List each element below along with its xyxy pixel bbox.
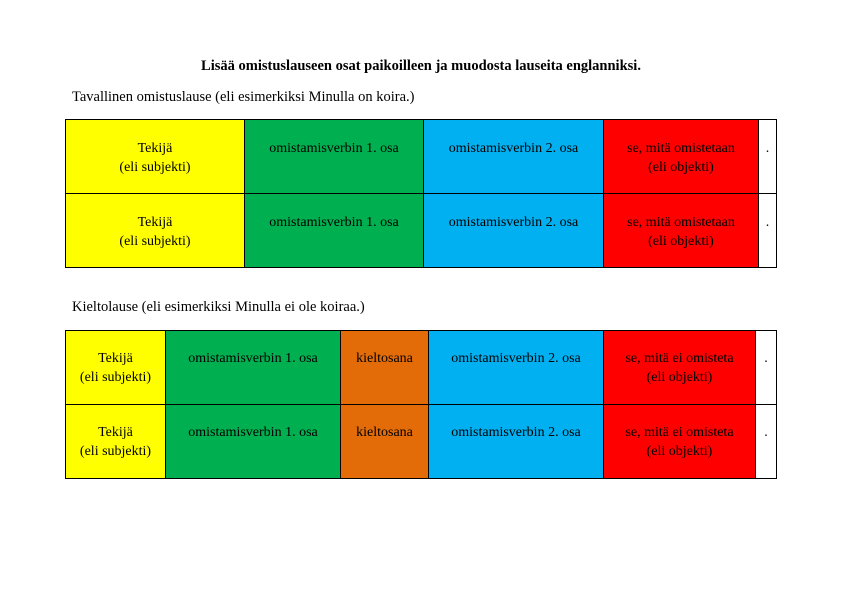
end-punctuation-cell[interactable] — [756, 331, 777, 405]
table-row — [66, 120, 777, 194]
table-row — [66, 194, 777, 268]
verb-part1-label: omistamisverbin 1. osa — [188, 425, 318, 440]
subject-cell[interactable] — [66, 194, 245, 268]
verb-part1-label: omistamisverbin 1. osa — [269, 141, 399, 156]
object-label: se, mitä ei omisteta (eli objekti) — [625, 425, 734, 459]
verb-part2-cell[interactable] — [429, 405, 604, 479]
subject-label: Tekijä (eli subjekti) — [119, 215, 191, 249]
page-title: Lisää omistuslauseen osat paikoilleen ja muodosta lauseita englanniksi. — [201, 58, 641, 74]
verb-part2-label: omistamisverbin 2. osa — [451, 425, 581, 440]
end-punctuation: . — [764, 425, 768, 440]
object-cell[interactable] — [604, 331, 756, 405]
verb-part1-cell[interactable] — [245, 120, 424, 194]
negation-label: kieltosana — [356, 425, 413, 440]
object-label: se, mitä omistetaan (eli objekti) — [627, 141, 735, 175]
subject-label: Tekijä (eli subjekti) — [79, 425, 152, 459]
section2-heading: Kieltolause (eli esimerkiksi Minulla ei ole koiraa.) — [72, 299, 365, 315]
verb-part2-label: omistamisverbin 2. osa — [448, 141, 579, 156]
affirmative-sentence-table — [65, 119, 777, 268]
table-row — [66, 331, 777, 405]
verb-part2-label: omistamisverbin 2. osa — [451, 351, 581, 366]
negation-cell[interactable] — [341, 331, 429, 405]
verb-part1-cell[interactable] — [166, 405, 341, 479]
verb-part2-cell[interactable] — [424, 194, 604, 268]
table-row — [66, 405, 777, 479]
negation-cell[interactable] — [341, 405, 429, 479]
object-label: se, mitä ei omisteta (eli objekti) — [625, 351, 734, 385]
subject-cell[interactable] — [66, 405, 166, 479]
object-cell[interactable] — [604, 120, 759, 194]
end-punctuation: . — [765, 141, 770, 156]
subject-label: Tekijä (eli subjekti) — [79, 351, 152, 385]
object-cell[interactable] — [604, 194, 759, 268]
subject-cell[interactable] — [66, 331, 166, 405]
verb-part2-label: omistamisverbin 2. osa — [448, 215, 579, 230]
object-label: se, mitä omistetaan (eli objekti) — [627, 215, 735, 249]
verb-part1-cell[interactable] — [166, 331, 341, 405]
object-cell[interactable] — [604, 405, 756, 479]
verb-part2-cell[interactable] — [424, 120, 604, 194]
verb-part1-cell[interactable] — [245, 194, 424, 268]
end-punctuation: . — [764, 351, 768, 366]
negation-label: kieltosana — [356, 351, 413, 366]
negative-sentence-table — [65, 330, 777, 479]
end-punctuation-cell[interactable] — [759, 120, 777, 194]
subject-cell[interactable] — [66, 120, 245, 194]
end-punctuation: . — [765, 215, 770, 230]
verb-part1-label: omistamisverbin 1. osa — [188, 351, 318, 366]
end-punctuation-cell[interactable] — [756, 405, 777, 479]
section1-heading: Tavallinen omistuslause (eli esimerkiksi Minulla on koira.) — [72, 89, 415, 105]
end-punctuation-cell[interactable] — [759, 194, 777, 268]
verb-part1-label: omistamisverbin 1. osa — [269, 215, 399, 230]
verb-part2-cell[interactable] — [429, 331, 604, 405]
subject-label: Tekijä (eli subjekti) — [119, 141, 191, 175]
